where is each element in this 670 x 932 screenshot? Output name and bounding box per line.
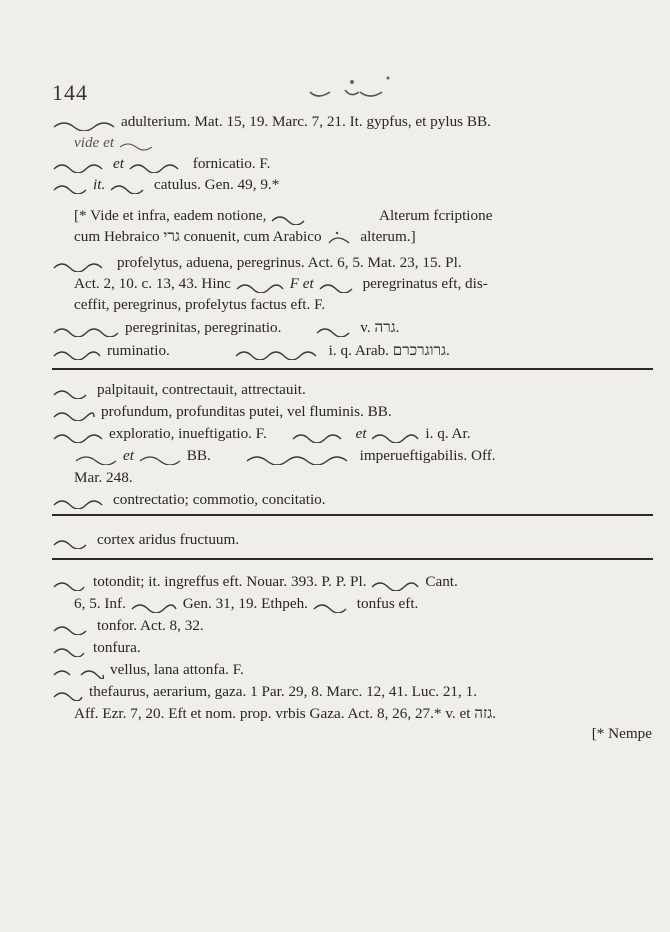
entry-thefaurus: thefaurus, aerarium, gaza. 1 Par. 29, 8. Marc. 12, 41. Luc. 21, 1. xyxy=(52,682,652,702)
syriac-word xyxy=(52,115,116,131)
syriac-word xyxy=(234,344,324,360)
catchword: [* Nempe xyxy=(591,725,652,742)
syriac-word xyxy=(370,575,420,591)
entry-profelytus-cont: Act. 2, 10. c. 13, 43. Hinc F et peregrinatus eft, dis- xyxy=(74,275,488,292)
syriac-word xyxy=(52,157,108,173)
entry-thefaurus-cont: Aff. Ezr. 7, 20. Eft et nom. prop. vrbis Gaza. Act. 8, 26, 27.* v. et גזה. xyxy=(74,705,497,722)
entry-cortex: cortex aridus fructuum. xyxy=(52,530,652,550)
arabic-word xyxy=(74,449,118,465)
section-divider xyxy=(52,514,653,516)
syriac-word xyxy=(52,533,92,549)
syriac-word xyxy=(52,383,92,399)
syriac-word xyxy=(315,321,355,337)
entry-ruminatio: ruminatio. i. q. Arab. גרוגרכרם. xyxy=(52,341,652,361)
arabic-word xyxy=(138,449,182,465)
running-head-syriac xyxy=(300,74,420,104)
syriac-word xyxy=(52,405,96,421)
page-number: 144 xyxy=(52,80,88,105)
syriac-word xyxy=(52,344,102,360)
syriac-word xyxy=(52,641,88,657)
entry-totondit: totondit; it. ingreffus eft. Nouar. 393. P. P. Pl. Cant. xyxy=(52,572,652,592)
syriac-word xyxy=(52,321,120,337)
syriac-word xyxy=(370,427,420,443)
syriac-word xyxy=(291,427,351,443)
entry-adulterium: adulterium. Mat. 15, 19. Marc. 7, 21. It. gypfus, et pylus BB. xyxy=(52,112,652,132)
syriac-word xyxy=(270,209,310,225)
syriac-word xyxy=(118,137,158,151)
note-hebraico: cum Hebraico גרי conuenit, cum Arabico alterum.] xyxy=(74,228,416,245)
syriac-word xyxy=(235,277,285,293)
entry-fornicatio: et fornicatio. F. xyxy=(52,154,652,174)
syriac-word xyxy=(130,597,178,613)
syriac-word xyxy=(109,178,149,194)
entry-profelytus-end: ceffit, peregrinus, profelytus factus eft. F. xyxy=(74,296,326,313)
entry-vide-et: vide et xyxy=(74,133,654,153)
syriac-word xyxy=(52,427,104,443)
syriac-word xyxy=(52,575,88,591)
arabic-word xyxy=(325,229,355,247)
syriac-word xyxy=(79,663,105,679)
syriac-word xyxy=(52,619,92,635)
entry-palpitauit: palpitauit, contrectauit, attrectauit. xyxy=(52,380,652,400)
syriac-word xyxy=(52,685,84,701)
syriac-word xyxy=(128,157,188,173)
note-vide-infra: [* Vide et infra, eadem notione, Alterum fcriptione xyxy=(74,207,493,224)
entry-tonfura: tonfura. xyxy=(52,638,652,658)
entry-profundum: profundum, profunditas putei, vel fluminis. BB. xyxy=(52,402,652,422)
entry-totondit-cont: 6, 5. Inf. Gen. 31, 19. Ethpeh. tonfus eft. xyxy=(74,595,419,612)
syriac-word xyxy=(52,178,88,194)
syriac-word xyxy=(245,449,355,465)
syriac-word xyxy=(318,277,358,293)
entry-off-mar: Mar. 248. xyxy=(74,469,133,486)
entry-tonfor: tonfor. Act. 8, 32. xyxy=(52,616,652,636)
syriac-word xyxy=(52,663,74,679)
syriac-word xyxy=(52,493,108,509)
entry-catulus: it. catulus. Gen. 49, 9.* xyxy=(52,175,652,195)
entry-exploratio: exploratio, inueftigatio. F. et i. q. Ar. xyxy=(52,424,652,444)
section-divider xyxy=(52,368,653,370)
entry-peregrinitas: peregrinitas, peregrinatio. v. גרה. xyxy=(52,318,652,338)
entry-vellus: vellus, lana attonfa. F. xyxy=(52,660,652,680)
section-divider xyxy=(52,558,653,560)
entry-contrectatio: contrectatio; commotio, concitatio. xyxy=(52,490,652,510)
entry-profelytus: profelytus, aduena, peregrinus. Act. 6, 5. Mat. 23, 15. Pl. xyxy=(52,253,652,273)
syriac-word xyxy=(52,256,112,272)
entry-exploratio-cont: et BB. imperueftigabilis. Off. xyxy=(74,446,654,466)
syriac-word xyxy=(312,597,352,613)
